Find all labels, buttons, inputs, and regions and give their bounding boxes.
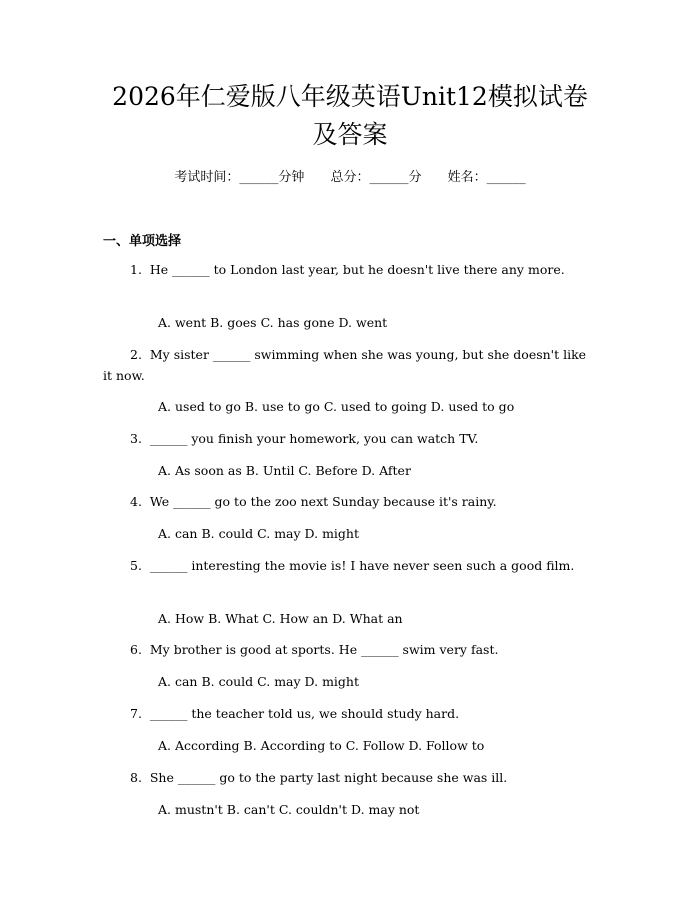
question-options: A. used to go B. use to go C. used to going D. used to go: [158, 399, 515, 414]
exam-meta: [0, 166, 700, 185]
exam-score: 总分：______分: [330, 170, 422, 185]
question-options: A. As soon as B. Until C. Before D. After: [158, 463, 411, 478]
section-title: 一、单项选择: [103, 234, 182, 249]
question-options: A. mustn't B. can't C. couldn't D. may not: [158, 802, 420, 817]
title-line-2: 及答案: [312, 120, 388, 149]
question-options: A. can B. could C. may D. might: [158, 674, 359, 689]
question-options: A. How B. What C. How an D. What an: [158, 611, 403, 626]
question-stem: 8. She ______ go to the party last night because she was ill.: [130, 770, 508, 785]
question-stem: 5. ______ interesting the movie is! I have never seen such a good film.: [130, 558, 575, 573]
student-name: 姓名：______: [447, 170, 526, 185]
question-options: A. can B. could C. may D. might: [158, 526, 359, 541]
title-line-1: 2026年仁爱版八年级英语Unit12模拟试卷: [112, 82, 588, 111]
question-stem: 7. ______ the teacher told us, we should study hard.: [130, 706, 460, 721]
question-stem: 4. We ______ go to the zoo next Sunday because it's rainy.: [130, 494, 497, 509]
question-stem: 3. ______ you finish your homework, you can watch TV.: [130, 431, 479, 446]
question-options: A. According B. According to C. Follow D. Follow to: [158, 738, 485, 753]
question-options: A. went B. goes C. has gone D. went: [158, 315, 388, 330]
exam-time: 考试时间：______分钟: [174, 170, 305, 185]
question-stem: 6. My brother is good at sports. He ______ swim very fast.: [130, 642, 499, 657]
page-title: [0, 78, 700, 154]
question-stem: 1. He ______ to London last year, but he doesn't live there any more.: [130, 262, 565, 277]
question-stem: 2. My sister ______ swimming when she was young, but she doesn't like it now.: [103, 347, 591, 383]
